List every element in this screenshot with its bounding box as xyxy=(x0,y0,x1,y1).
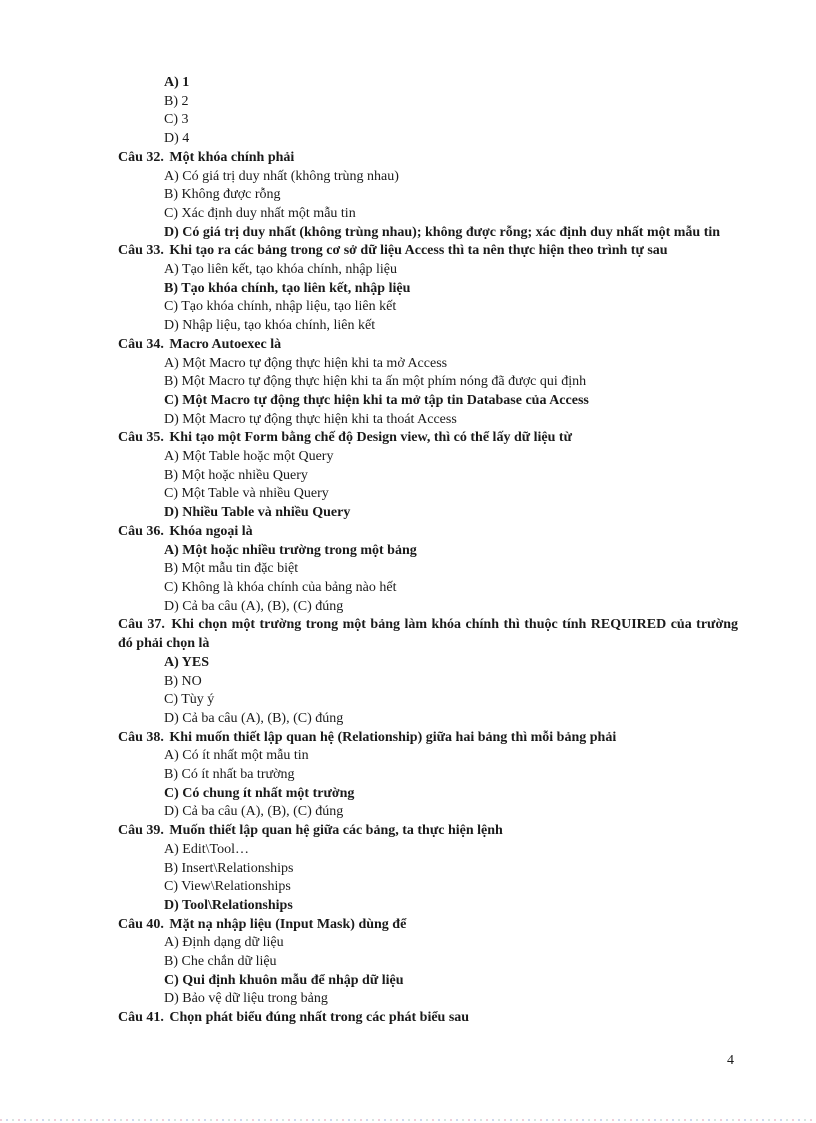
option-d xyxy=(164,897,738,916)
option-label: A) xyxy=(164,168,179,184)
option-text: 2 xyxy=(181,93,189,109)
question-block xyxy=(118,616,738,728)
question-heading xyxy=(118,242,738,261)
option-text: View\Relationships xyxy=(181,879,291,895)
option-label: A) xyxy=(164,75,179,90)
option-c xyxy=(164,485,738,504)
question-number: Câu 36. xyxy=(118,523,164,539)
option-c xyxy=(164,785,738,804)
option-a xyxy=(164,934,738,953)
option-text: Tùy ý xyxy=(181,692,215,708)
option-label: C) xyxy=(164,486,178,502)
option-text: YES xyxy=(181,654,209,670)
option-label: D) xyxy=(164,897,179,913)
question-title: Một khóa chính phải xyxy=(169,149,295,165)
option-text: Tạo khóa chính, nhập liệu, tạo liên kết xyxy=(181,299,397,315)
option-text: Định dạng dữ liệu xyxy=(182,935,284,951)
option-text: Một Macro tự động thực hiện khi ta ấn một phím nóng đã được qui định xyxy=(181,374,587,390)
option-c xyxy=(164,972,738,991)
question-block xyxy=(118,74,738,149)
option-label: A) xyxy=(164,449,179,465)
option-d xyxy=(164,411,738,430)
option-text: Tạo liên kết, tạo khóa chính, nhập liệu xyxy=(182,262,398,278)
option-c xyxy=(164,579,738,598)
question-block xyxy=(118,916,738,1010)
option-c xyxy=(164,392,738,411)
option-text: Cả ba câu (A), (B), (C) đúng xyxy=(182,710,344,726)
option-text: Nhập liệu, tạo khóa chính, liên kết xyxy=(182,318,376,334)
option-text: Cả ba câu (A), (B), (C) đúng xyxy=(182,804,344,820)
option-text: Edit\Tool… xyxy=(182,841,249,857)
question-title: Khi muốn thiết lập quan hệ (Relationship) giữa hai bảng thì mỗi bảng phải xyxy=(169,729,617,745)
option-label: A) xyxy=(164,748,179,764)
option-label: B) xyxy=(164,187,178,203)
option-d xyxy=(164,803,738,822)
option-text: Một Table và nhiều Query xyxy=(181,486,329,502)
option-d xyxy=(164,317,738,336)
option-label: D) xyxy=(164,710,179,726)
question-number: Câu 34. xyxy=(118,336,164,352)
question-block xyxy=(118,336,738,430)
option-label: B) xyxy=(164,860,178,876)
option-b xyxy=(164,560,738,579)
option-label: D) xyxy=(164,318,179,334)
option-label: D) xyxy=(164,224,179,240)
option-text: Tool\Relationships xyxy=(182,897,293,913)
option-d xyxy=(164,504,738,523)
question-heading xyxy=(118,149,738,168)
footer-dotted-line xyxy=(0,1119,816,1121)
option-label: D) xyxy=(164,991,179,1007)
option-b xyxy=(164,93,738,112)
question-number: Câu 39. xyxy=(118,823,164,839)
option-c xyxy=(164,298,738,317)
option-text: Một mẫu tin đặc biệt xyxy=(181,561,299,577)
option-d xyxy=(164,130,738,149)
option-label: B) xyxy=(164,954,178,970)
question-title: Macro Autoexec là xyxy=(169,336,282,352)
option-text: Có giá trị duy nhất (không trùng nhau); không được rỗng; xác định duy nhất một mẫu tin xyxy=(182,224,721,240)
option-label: D) xyxy=(164,131,179,147)
question-title: Khi tạo ra các bảng trong cơ sở dữ liệu Access thì ta nên thực hiện theo trình tự sau xyxy=(169,243,668,259)
question-heading xyxy=(118,616,738,653)
option-c xyxy=(164,111,738,130)
question-heading xyxy=(118,916,738,935)
option-label: A) xyxy=(164,935,179,951)
questions xyxy=(118,74,738,1028)
question-number: Câu 38. xyxy=(118,729,164,745)
question-title: Mặt nạ nhập liệu (Input Mask) dùng để xyxy=(169,916,407,932)
option-text: 3 xyxy=(181,112,189,128)
question-number: Câu 35. xyxy=(118,430,164,446)
question-title: Khi tạo một Form bằng chế độ Design view, thì có thể lấy dữ liệu từ xyxy=(169,430,572,446)
option-text: NO xyxy=(181,673,202,689)
option-label: B) xyxy=(164,280,178,296)
option-text: Insert\Relationships xyxy=(181,860,294,876)
option-label: B) xyxy=(164,467,178,483)
question-block xyxy=(118,523,738,617)
option-text: Che chắn dữ liệu xyxy=(181,954,277,970)
option-label: D) xyxy=(164,598,179,614)
option-a xyxy=(164,355,738,374)
option-text: 1 xyxy=(182,75,190,90)
question-heading xyxy=(118,729,738,748)
option-text: Có ít nhất ba trường xyxy=(181,767,295,783)
question-block xyxy=(118,149,738,243)
option-label: C) xyxy=(164,692,178,708)
option-text: Một Macro tự động thực hiện khi ta thoát Access xyxy=(182,411,457,427)
option-label: D) xyxy=(164,411,179,427)
option-text: Nhiều Table và nhiều Query xyxy=(182,505,351,521)
option-label: B) xyxy=(164,673,178,689)
question-heading xyxy=(118,822,738,841)
option-b xyxy=(164,373,738,392)
option-label: A) xyxy=(164,262,179,278)
option-a xyxy=(164,747,738,766)
option-a xyxy=(164,448,738,467)
option-a xyxy=(164,841,738,860)
question-block xyxy=(118,729,738,823)
option-text: Một hoặc nhiều trường trong một bảng xyxy=(182,542,417,558)
option-text: Không được rỗng xyxy=(181,187,281,203)
option-label: B) xyxy=(164,767,178,783)
question-heading xyxy=(118,1009,738,1028)
option-label: C) xyxy=(164,879,178,895)
question-title: Khi chọn một trường trong một bảng làm khóa chính thì thuộc tính REQUIRED của trường đó phải chọn là xyxy=(118,617,738,652)
option-b xyxy=(164,467,738,486)
option-label: B) xyxy=(164,561,178,577)
question-block xyxy=(118,242,738,336)
option-a xyxy=(164,74,738,93)
option-d xyxy=(164,598,738,617)
option-c xyxy=(164,205,738,224)
question-number: Câu 41. xyxy=(118,1010,164,1026)
option-label: C) xyxy=(164,299,178,315)
option-a xyxy=(164,261,738,280)
option-text: Một hoặc nhiều Query xyxy=(181,467,308,483)
page-number: 4 xyxy=(727,1053,734,1068)
question-block xyxy=(118,1009,738,1028)
option-text: Có chung ít nhất một trường xyxy=(182,785,355,801)
option-label: A) xyxy=(164,654,179,670)
option-label: C) xyxy=(164,579,178,595)
question-title: Khóa ngoại là xyxy=(169,523,253,539)
question-title: Chọn phát biểu đúng nhất trong các phát biểu sau xyxy=(169,1010,470,1026)
option-label: C) xyxy=(164,972,179,988)
option-text: Bảo vệ dữ liệu trong bảng xyxy=(182,991,328,1007)
option-label: A) xyxy=(164,355,179,371)
option-c xyxy=(164,878,738,897)
option-label: C) xyxy=(164,205,178,221)
option-label: B) xyxy=(164,374,178,390)
question-heading xyxy=(118,429,738,448)
option-label: C) xyxy=(164,392,179,408)
option-text: Có giá trị duy nhất (không trùng nhau) xyxy=(182,168,399,184)
option-d xyxy=(164,990,738,1009)
option-text: Có ít nhất một mẫu tin xyxy=(182,748,309,764)
option-text: 4 xyxy=(182,131,190,147)
question-block xyxy=(118,822,738,916)
option-a xyxy=(164,654,738,673)
option-text: Một Table hoặc một Query xyxy=(182,449,334,465)
question-number: Câu 32. xyxy=(118,149,164,165)
option-a xyxy=(164,168,738,187)
option-c xyxy=(164,691,738,710)
question-title: Muốn thiết lập quan hệ giữa các bảng, ta thực hiện lệnh xyxy=(169,823,503,839)
option-label: A) xyxy=(164,542,179,558)
option-b xyxy=(164,860,738,879)
question-heading xyxy=(118,523,738,542)
question-block xyxy=(118,429,738,523)
option-d xyxy=(164,710,738,729)
option-label: D) xyxy=(164,804,179,820)
option-a xyxy=(164,542,738,561)
question-number: Câu 40. xyxy=(118,916,164,932)
option-text: Một Macro tự động thực hiện khi ta mở tập tin Database của Access xyxy=(182,392,589,408)
option-b xyxy=(164,673,738,692)
option-label: B) xyxy=(164,93,178,109)
option-text: Một Macro tự động thực hiện khi ta mở Access xyxy=(182,355,448,371)
option-text: Tạo khóa chính, tạo liên kết, nhập liệu xyxy=(181,280,411,296)
option-text: Cả ba câu (A), (B), (C) đúng xyxy=(182,598,344,614)
question-heading xyxy=(118,336,738,355)
option-b xyxy=(164,953,738,972)
question-number: Câu 33. xyxy=(118,243,164,259)
option-label: C) xyxy=(164,785,179,801)
option-label: C) xyxy=(164,112,178,128)
option-text: Không là khóa chính của bảng nào hết xyxy=(181,579,397,595)
option-b xyxy=(164,766,738,785)
option-d xyxy=(164,224,738,243)
option-text: Qui định khuôn mẫu để nhập dữ liệu xyxy=(182,972,404,988)
question-number: Câu 37. xyxy=(118,617,165,633)
option-b xyxy=(164,280,738,299)
option-b xyxy=(164,186,738,205)
option-label: D) xyxy=(164,505,179,521)
option-text: Xác định duy nhất một mẫu tin xyxy=(181,205,356,221)
option-label: A) xyxy=(164,841,179,857)
